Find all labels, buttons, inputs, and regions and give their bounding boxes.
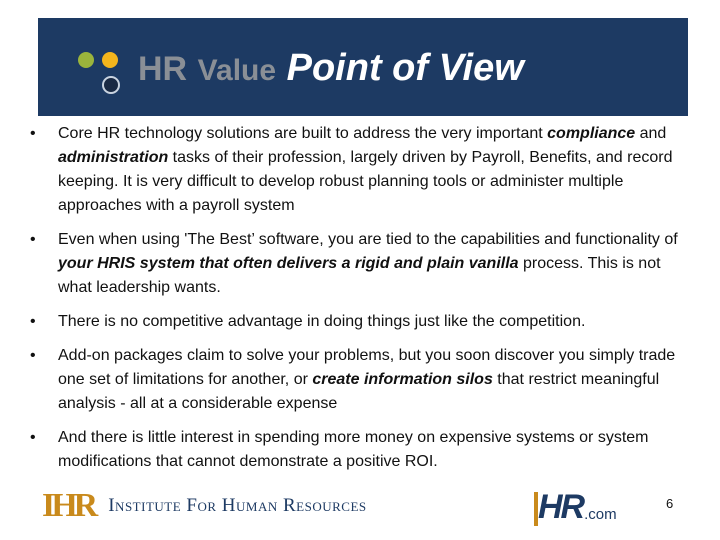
bullet-icon: •: [30, 347, 36, 364]
title-value: Value: [197, 54, 277, 87]
bullet-item: [30, 426, 692, 474]
bullet-text: process. This is not what leadership wants.: [58, 255, 661, 296]
hrcom-logo: [538, 488, 617, 527]
bullet-text: Add-on packages claim to solve your problems, but you soon discover you simply trade one set of limitations for another, or: [58, 347, 676, 388]
hrcom-logo-domain: .com: [584, 506, 617, 523]
bullet-emphasis: compliance: [547, 125, 636, 142]
bullet-text: Core HR technology solutions are built to address the very important: [58, 125, 548, 142]
bullet-emphasis: administration: [58, 149, 169, 166]
bullet-emphasis: your HRIS system that often delivers a rigid and plain vanilla: [58, 255, 519, 272]
title-banner: [38, 18, 688, 116]
bullet-text: Even when using 'The Best’ software, you are tied to the capabilities and functionality of: [58, 231, 678, 248]
yellow-dot-icon: [102, 52, 118, 68]
bullet-icon: •: [30, 429, 36, 446]
bullet-icon: •: [30, 125, 36, 142]
bullet-list: [30, 122, 692, 484]
page-number: 6: [666, 496, 674, 511]
bullet-item: [30, 122, 692, 218]
bullet-text: There is no competitive advantage in doing things just like the competition.: [58, 313, 586, 330]
slide-title: [138, 46, 524, 93]
institute-logo: [42, 486, 367, 526]
green-dot-icon: [78, 52, 94, 68]
logo-dots-icon: [78, 52, 126, 96]
title-hr: HR: [138, 50, 188, 88]
bullet-text: And there is little interest in spending more money on expensive systems or system modifications that cannot demonstrate a positive ROI.: [58, 429, 649, 470]
bullet-text: tasks of their profession, largely driven by Payroll, Benefits, and record keeping. It is very difficult to develop robust planning tools or administer multiple approaches with a payroll system: [58, 149, 673, 214]
bullet-icon: •: [30, 313, 36, 330]
title-point-of-view: Point of View: [286, 47, 524, 89]
bullet-item: [30, 310, 692, 334]
bullet-text: and: [635, 125, 667, 142]
hrcom-accent-bar: [534, 492, 538, 526]
bullet-text: that restrict meaningful analysis - all at a considerable expense: [58, 371, 660, 412]
bullet-emphasis: create information silos: [312, 371, 493, 388]
ihr-logo-mark: IHR: [42, 487, 95, 524]
bullet-item: [30, 344, 692, 416]
bullet-item: [30, 228, 692, 300]
hrcom-logo-hr: HR: [538, 488, 584, 526]
bullet-icon: •: [30, 231, 36, 248]
institute-name: Institute For Human Resources: [108, 495, 367, 516]
blue-dot-icon: [102, 76, 120, 94]
